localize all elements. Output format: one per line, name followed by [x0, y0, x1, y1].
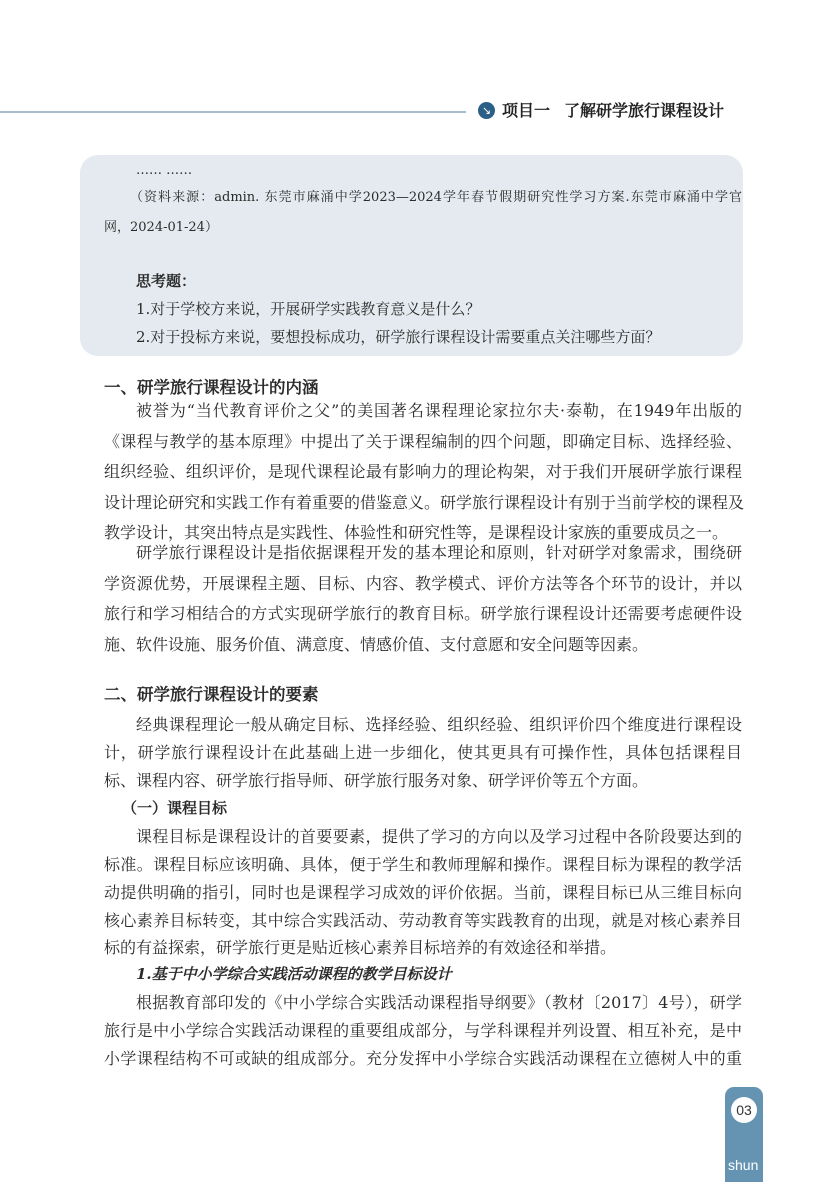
question: 1.对于学校方来说，开展研学实践教育意义是什么？: [136, 300, 481, 318]
section-heading: 二、研学旅行课程设计的要素: [104, 685, 319, 704]
body-line: 核心素养目标转变，其中综合实践活动、劳动教育等实践教育的出现，就是对核心素养目: [104, 911, 742, 930]
questions-title: 思考题：: [136, 272, 197, 290]
body-line: 《课程与教学的基本原理》中提出了关于课程编制的四个问题，即确定目标、选择经验、: [104, 432, 742, 451]
body-line: 学资源优势，开展课程主题、目标、内容、教学模式、评价方法等各个环节的设计，并以: [104, 574, 742, 593]
section-heading: 一、研学旅行课程设计的内涵: [104, 378, 319, 397]
body-line: 经典课程理论一般从确定目标、选择经验、组织经验、组织评价四个维度进行课程设: [136, 715, 742, 734]
body-line: 教学设计，其突出特点是实践性、体验性和研究性等，是课程设计家族的重要成员之一。: [104, 523, 729, 542]
body-line: 施、软件设施、服务价值、满意度、情感价值、支付意愿和安全问题等因素。: [104, 635, 649, 654]
project-label: 项目一: [502, 101, 551, 120]
body-line: 研学旅行课程设计是指依据课程开发的基本理论和原则，针对研学对象需求，围绕研: [136, 543, 742, 562]
body-line: 旅行是中小学综合实践活动课程的重要组成部分，与学科课程并列设置、相互补充，是中: [104, 1021, 742, 1040]
page-tab: [725, 1087, 763, 1182]
header-rule: [0, 111, 466, 113]
body-line: 标准。课程目标应该明确、具体，便于学生和教师理解和操作。课程目标为课程的教学活: [104, 855, 742, 874]
body-line: 设计理论研究和实践工作有着重要的借鉴意义。研学旅行课程设计有别于当前学校的课程及: [104, 493, 745, 512]
body-line: 小学课程结构不可或缺的组成部分。充分发挥中小学综合实践活动课程在立德树人中的重: [104, 1049, 742, 1068]
watermark: shun: [728, 1157, 759, 1173]
chapter-title: 了解研学旅行课程设计: [564, 101, 725, 120]
body-line: 组织经验、组织评价，是现代课程论最有影响力的理论构架，对于我们开展研学旅行课程: [104, 462, 742, 481]
source-line: 网，2024-01-24）: [104, 220, 218, 235]
source-line: （资料来源：admin. 东莞市麻涌中学2023—2024学年春节假期研究性学习方案.东莞市麻涌中学官: [130, 190, 742, 205]
body-line: 标、课程内容、研学旅行指导师、研学旅行服务对象、研学评价等五个方面。: [104, 771, 649, 790]
running-header: [502, 98, 724, 121]
sub-heading: （一）课程目标: [122, 799, 228, 817]
body-line: 根据教育部印发的《中小学综合实践活动课程指导纲要》（教材〔2017〕4号），研学: [136, 993, 742, 1012]
item-heading: 1.基于中小学综合实践活动课程的教学目标设计: [136, 965, 452, 983]
body-line: 旅行和学习相结合的方式实现研学旅行的教育目标。研学旅行课程设计还需要考虑硬件设: [104, 604, 742, 623]
arrow-badge-icon: ↘: [478, 102, 495, 119]
body-line: 标的有益探索，研学旅行更是贴近核心素养目标培养的有效途径和举措。: [104, 938, 617, 957]
body-line: 被誉为“当代教育评价之父”的美国著名课程理论家拉尔夫·泰勒，在1949年出版的: [136, 401, 742, 420]
body-line: 动提供明确的指引，同时也是课程学习成效的评价依据。当前，课程目标已从三维目标向: [104, 883, 742, 902]
ellipsis: …… ……: [136, 163, 193, 178]
question: 2.对于投标方来说，要想投标成功，研学旅行课程设计需要重点关注哪些方面？: [136, 328, 661, 346]
page-number: 03: [731, 1097, 757, 1123]
body-line: 计，研学旅行课程设计在此基础上进一步细化，使其更具有可操作性，具体包括课程目: [104, 743, 742, 762]
body-line: 课程目标是课程设计的首要要素，提供了学习的方向以及学习过程中各阶段要达到的: [136, 827, 742, 846]
